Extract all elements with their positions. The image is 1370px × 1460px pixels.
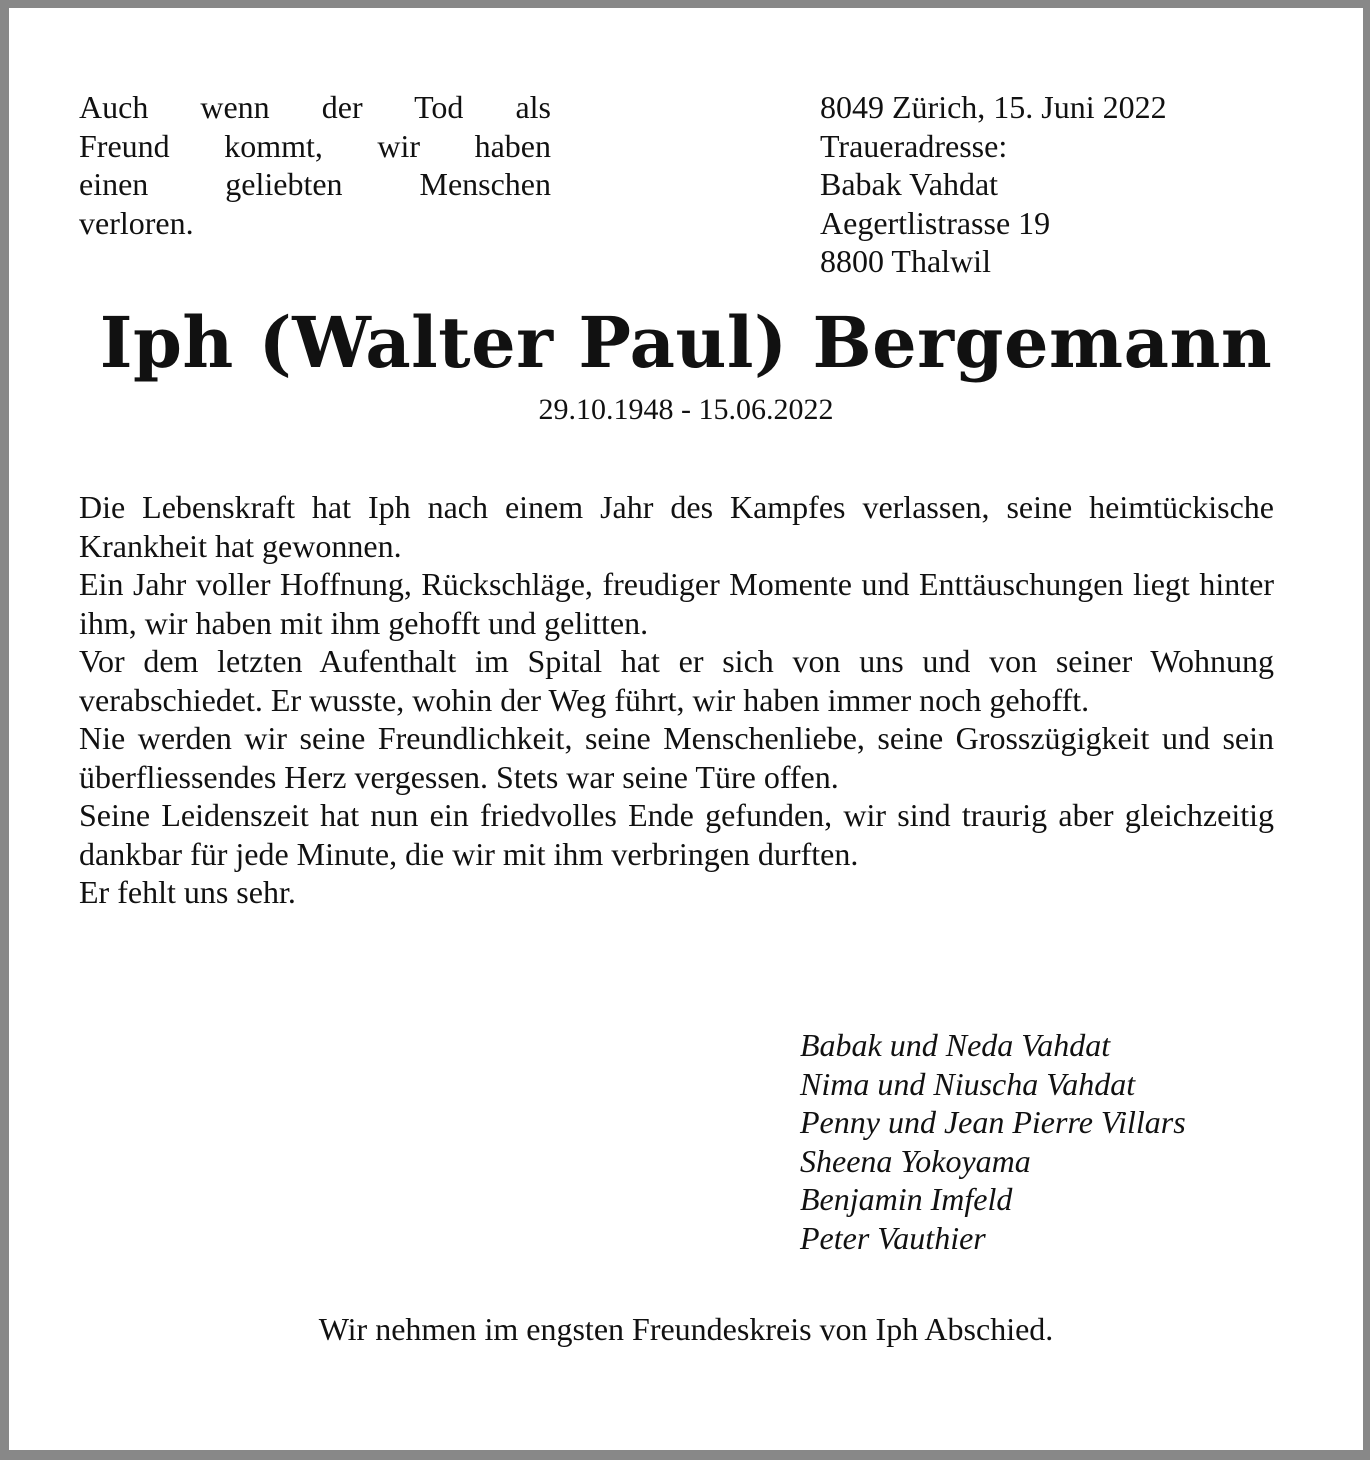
body-paragraph: Ein Jahr voller Hoffnung, Rückschläge, freudiger Momente und Enttäuschungen liegt hinter ihm, wir haben mit ihm gehofft und gelitten. (79, 566, 1274, 641)
mourner-name: Nima und Niuscha Vahdat (800, 1065, 1136, 1102)
body-paragraph: Nie werden wir seine Freundlichkeit, seine Menschenliebe, seine Grosszügigkeit und sein überfliessendes Herz vergessen. Stets war seine Türe offen. (79, 720, 1274, 795)
address-street: Aegertlistrasse 19 (820, 204, 1051, 241)
body-paragraph: Die Lebenskraft hat Iph nach einem Jahr des Kampfes verlassen, seine heimtückische Krankheit hat gewonnen. (79, 489, 1274, 564)
mourning-address (820, 88, 1320, 281)
mourner-name: Peter Vauthier (800, 1219, 986, 1256)
motto-line: einen geliebten Menschen (79, 166, 551, 202)
motto-line: Freund kommt, wir haben (79, 127, 551, 164)
mourners-list (800, 1026, 1320, 1257)
mourner-name: Benjamin Imfeld (800, 1181, 1013, 1217)
obituary-page (9, 8, 1363, 1450)
body-paragraph: Vor dem letzten Aufenthalt im Spital hat er sich von uns und von seiner Wohnung verabschiedet. Er wusste, wohin der Weg führt, wir haben immer noch gehofft. (79, 643, 1274, 718)
mourner-name: Penny und Jean Pierre Villars (800, 1104, 1186, 1140)
obituary-body (79, 488, 1274, 912)
body-paragraph: Seine Leidenszeit hat nun ein friedvolles Ende gefunden, wir sind traurig aber gleichzeitig dankbar für jede Minute, die wir mit ihm verbringen durften. (79, 797, 1274, 872)
address-city: 8800 Thalwil (820, 243, 991, 279)
deceased-name: Iph (Walter Paul) Bergemann (99, 301, 1273, 384)
closing-note: Wir nehmen im engsten Freundeskreis von Iph Abschied. (318, 1311, 1054, 1347)
life-dates: 29.10.1948 - 15.06.2022 (538, 393, 834, 426)
place-date: 8049 Zürich, 15. Juni 2022 (820, 89, 1167, 125)
mourner-name: Babak und Neda Vahdat (800, 1027, 1111, 1063)
motto-quote (79, 88, 551, 242)
mourner-name: Sheena Yokoyama (800, 1142, 1031, 1179)
address-label: Traueradresse: (820, 127, 1008, 164)
motto-line: Auch wenn der Tod als (79, 89, 551, 125)
body-paragraph: Er fehlt uns sehr. (79, 874, 296, 910)
motto-line: verloren. (79, 204, 194, 241)
address-name: Babak Vahdat (820, 166, 999, 202)
